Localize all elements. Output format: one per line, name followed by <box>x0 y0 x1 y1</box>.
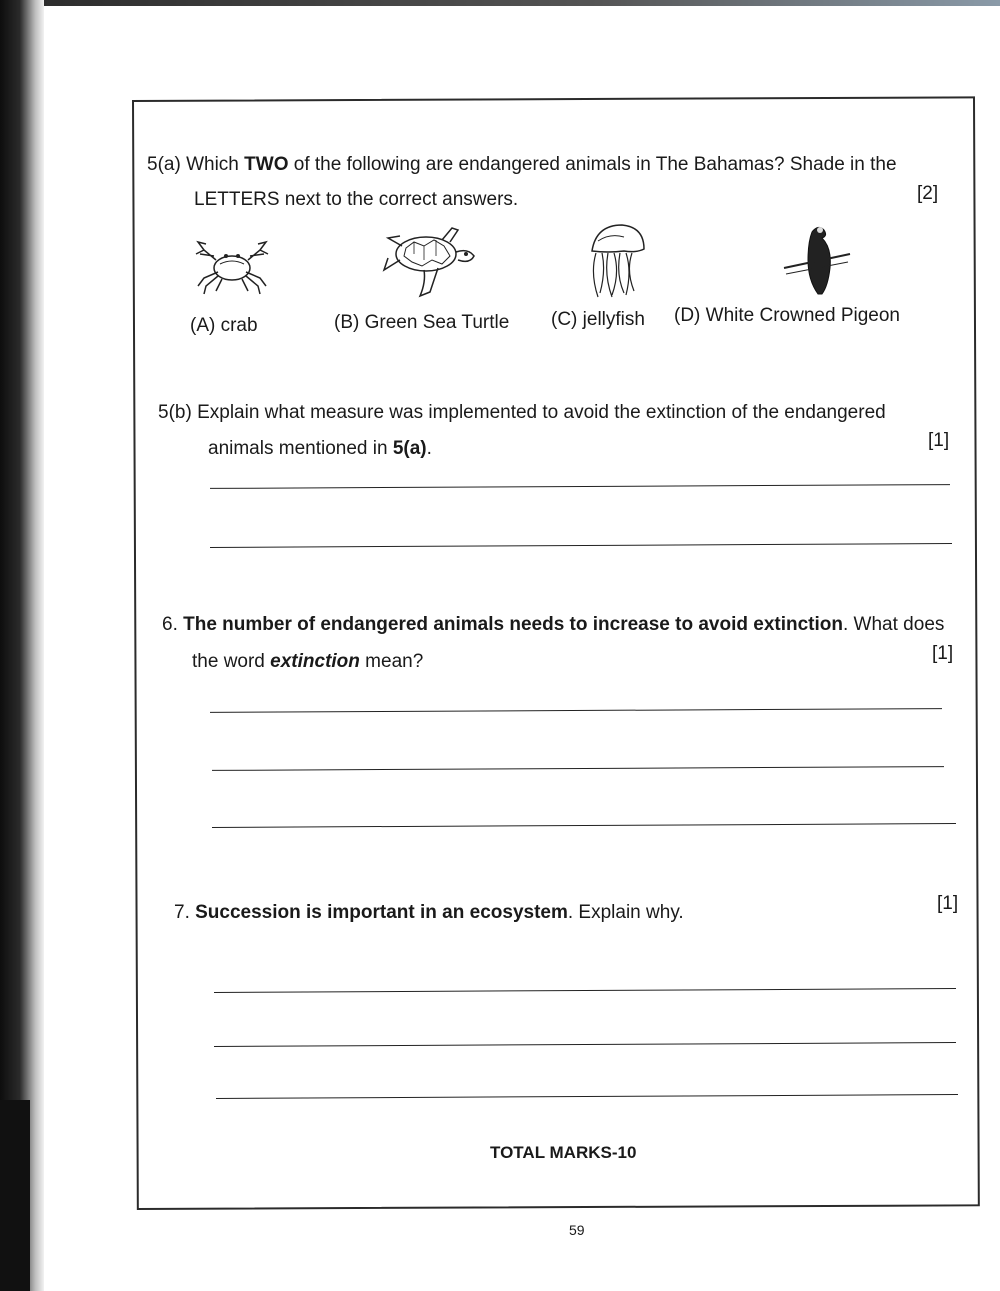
pigeon-icon <box>782 222 852 298</box>
q5b-line1: 5(b) Explain what measure was implemented to avoid the extinction of the endangered <box>158 402 886 423</box>
page-number: 59 <box>569 1222 585 1238</box>
option-d-label: (D) White Crowned Pigeon <box>674 305 900 326</box>
jellyfish-icon <box>578 221 648 301</box>
q7-marks: [1] <box>937 893 959 914</box>
q5a-line2: LETTERS next to the correct answers. <box>194 189 519 210</box>
q5a-marks: [2] <box>917 183 939 204</box>
total-marks: TOTAL MARKS-10 <box>490 1143 637 1162</box>
q6-line2: the word extinction mean? <box>192 651 424 672</box>
turtle-icon <box>378 224 478 300</box>
q6-marks: [1] <box>932 643 954 664</box>
option-c-label: (C) jellyfish <box>551 309 645 330</box>
q5b-line2: animals mentioned in 5(a). <box>208 438 432 459</box>
crab-icon <box>186 234 278 300</box>
q7-line1: 7. Succession is important in an ecosystem. Explain why. <box>174 902 684 923</box>
scan-edge-left <box>0 0 44 1291</box>
q5a-number: 5(a) <box>147 154 181 175</box>
q7-number: 7. <box>174 902 196 923</box>
q5b-number: 5(b) <box>158 402 192 423</box>
q5a-line1: 5(a) Which TWO of the following are endangered animals in The Bahamas? Shade in the <box>147 154 897 175</box>
q5b-marks: [1] <box>928 430 950 451</box>
scan-edge-left-bottom <box>0 1100 30 1291</box>
option-a-label: (A) crab <box>190 315 258 336</box>
option-b-label: (B) Green Sea Turtle <box>334 312 510 333</box>
q6-line1: 6. The number of endangered animals needs to increase to avoid extinction. What does <box>162 614 945 635</box>
scan-edge-top <box>0 0 1000 6</box>
q6-number: 6. <box>162 614 184 635</box>
